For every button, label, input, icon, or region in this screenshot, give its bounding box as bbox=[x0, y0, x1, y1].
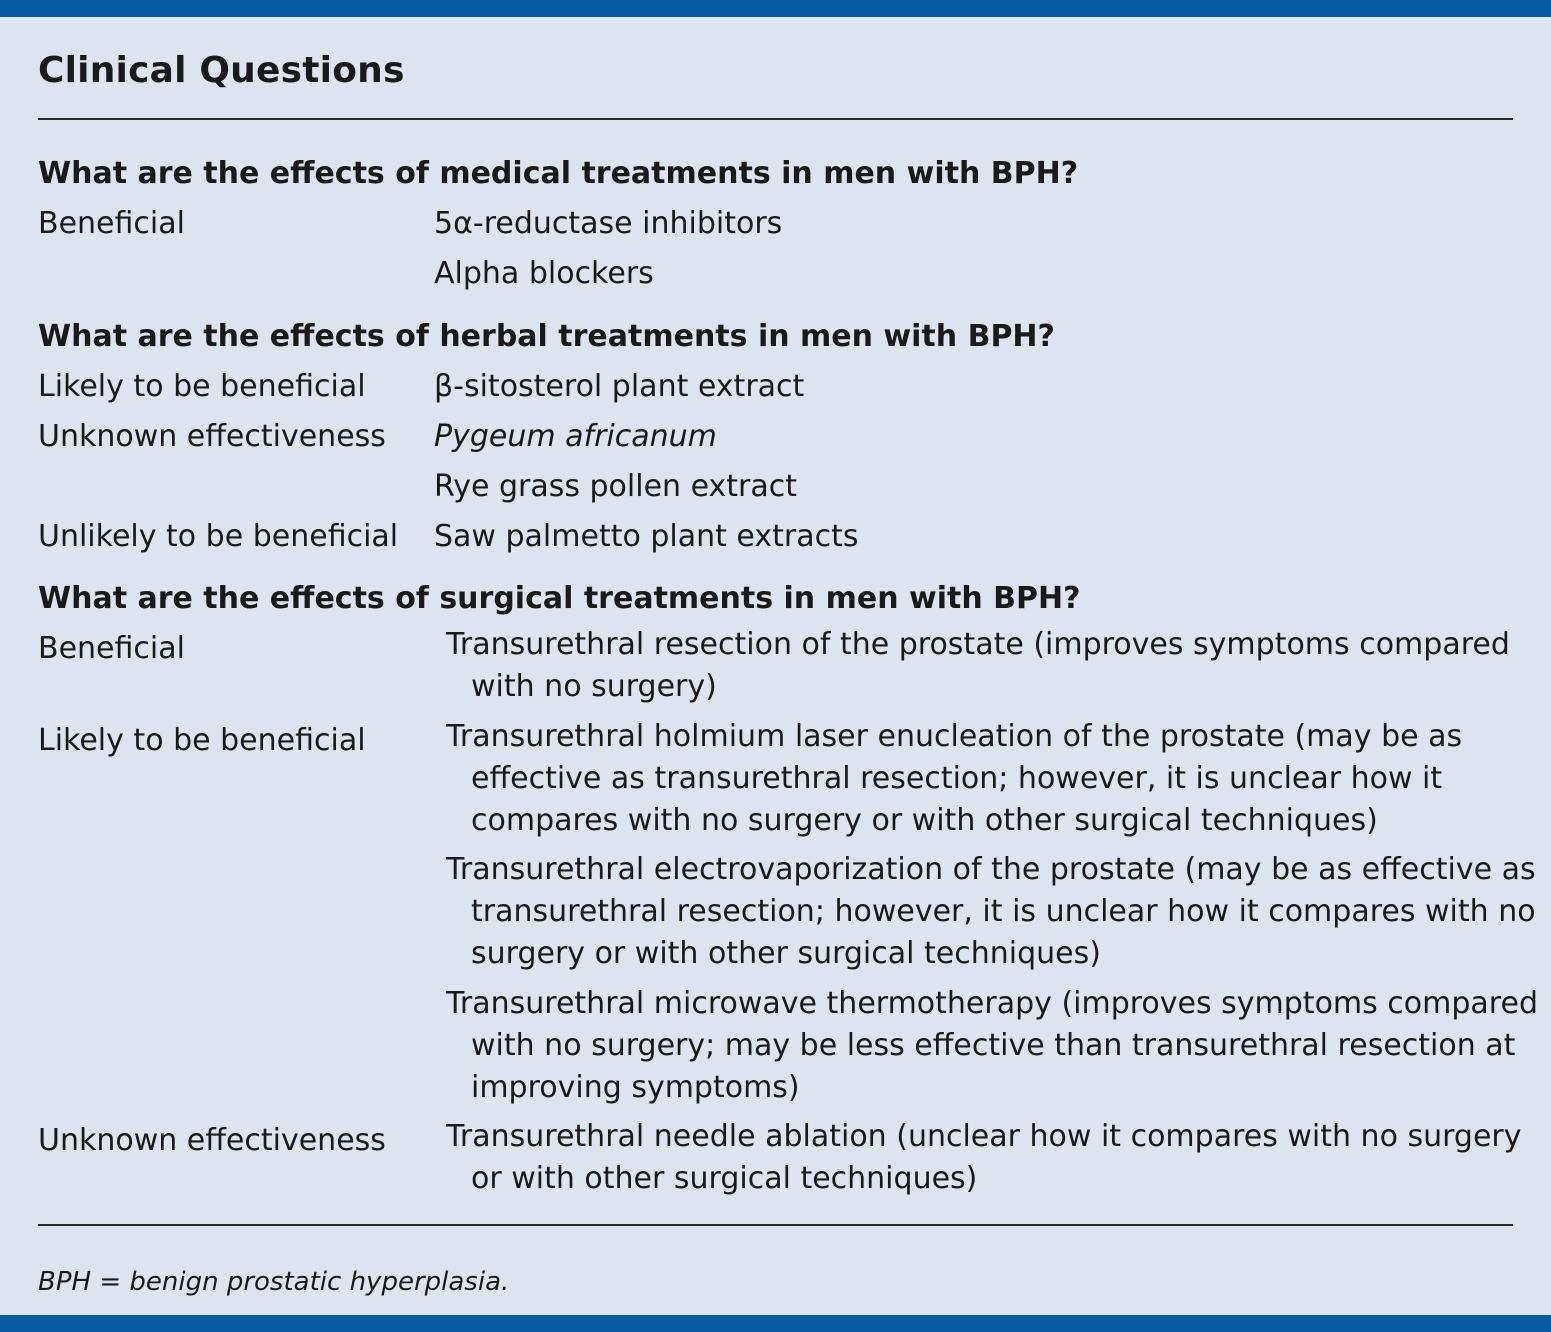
treatment-item: 5α-reductase inhibitors bbox=[434, 206, 783, 241]
treatment-item: Saw palmetto plant extracts bbox=[434, 519, 859, 554]
treatment-item bbox=[446, 849, 1536, 975]
treatment-line: Transurethral electrovaporization of the prostate (may be as effective as bbox=[446, 852, 1536, 887]
question-medical: What are the effects of medical treatments in men with BPH? bbox=[38, 156, 1079, 191]
footnote: BPH = benign prostatic hyperplasia. bbox=[38, 1267, 510, 1297]
treatment-item: Alpha blockers bbox=[434, 256, 654, 291]
treatment-line: improving symptoms) bbox=[471, 1070, 800, 1105]
treatment-line: transurethral resection; however, it is unclear how it compares with no bbox=[471, 894, 1536, 929]
treatment-item bbox=[446, 624, 1510, 708]
treatment-item bbox=[446, 983, 1538, 1109]
treatment-item: β-sitosterol plant extract bbox=[434, 369, 805, 404]
divider-top bbox=[38, 118, 1513, 120]
category-label: Unlikely to be beneficial bbox=[38, 519, 399, 554]
treatment-line: effective as transurethral resection; however, it is unclear how it bbox=[471, 761, 1443, 796]
category-label: Unknown effectiveness bbox=[38, 1123, 386, 1158]
treatment-item: Rye grass pollen extract bbox=[434, 469, 798, 504]
treatment-line: Transurethral needle ablation (unclear how it compares with no surgery bbox=[446, 1119, 1522, 1154]
category-label: Beneficial bbox=[38, 206, 185, 241]
question-surgical: What are the effects of surgical treatments in men with BPH? bbox=[38, 581, 1081, 616]
treatment-line: Transurethral resection of the prostate (improves symptoms compared bbox=[446, 627, 1510, 662]
treatment-item bbox=[446, 1116, 1522, 1200]
treatment-line: surgery or with other surgical techniques) bbox=[471, 936, 1101, 971]
treatment-line: Transurethral holmium laser enucleation of the prostate (may be as bbox=[446, 719, 1463, 754]
treatment-item bbox=[446, 716, 1506, 842]
treatment-item: Pygeum africanum bbox=[434, 419, 717, 454]
panel-title: Clinical Questions bbox=[38, 50, 405, 91]
category-label: Beneficial bbox=[38, 631, 185, 666]
treatment-line: Transurethral microwave thermotherapy (improves symptoms compared bbox=[446, 986, 1538, 1021]
category-label: Likely to be beneficial bbox=[38, 723, 366, 758]
treatment-line: compares with no surgery or with other surgical techniques) bbox=[471, 803, 1378, 838]
question-herbal: What are the effects of herbal treatments in men with BPH? bbox=[38, 319, 1055, 354]
divider-bottom bbox=[38, 1224, 1513, 1226]
treatment-line: or with other surgical techniques) bbox=[471, 1161, 978, 1196]
treatment-line: with no surgery) bbox=[471, 669, 717, 704]
treatment-line: with no surgery; may be less effective than transurethral resection at bbox=[471, 1028, 1516, 1063]
category-label: Unknown effectiveness bbox=[38, 419, 386, 454]
category-label: Likely to be beneficial bbox=[38, 369, 366, 404]
